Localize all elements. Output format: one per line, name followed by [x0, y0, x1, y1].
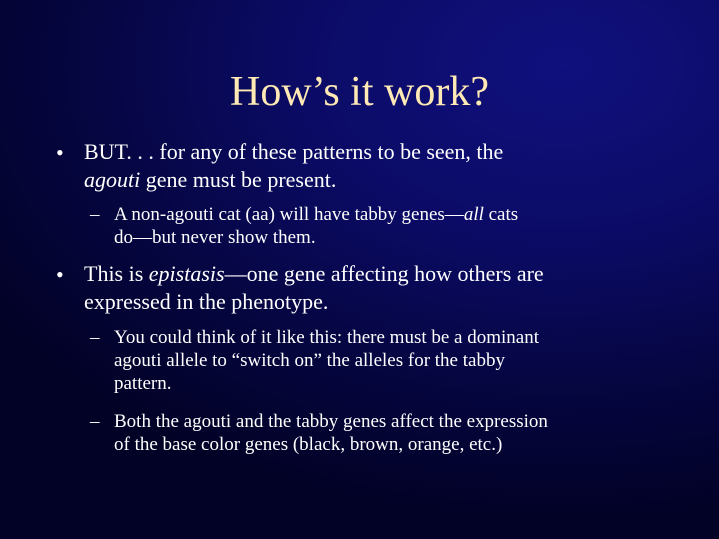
sub-bullet-marker: –	[90, 204, 100, 225]
bullet-2-text	[84, 260, 684, 316]
sub-bullet-2-2-text	[114, 410, 674, 456]
bullet-marker: •	[56, 262, 64, 287]
bullet-2-line-1	[84, 260, 684, 288]
sub-bullet-2-1-line-3: pattern.	[114, 373, 172, 394]
bullet-marker: •	[56, 140, 64, 165]
sub-bullet-2-1-line-2: agouti allele to “switch on” the alleles for the tabby	[114, 350, 505, 371]
sub-bullet-1-1-line-2: do—but never show them.	[114, 227, 316, 248]
bullet-1-line-2	[84, 166, 684, 194]
sub-bullet-1-1-text	[114, 203, 674, 249]
sub-bullet-2-1-line-1: You could think of it like this: there must be a dominant	[114, 327, 540, 348]
bullet-1-text	[84, 138, 684, 194]
sub-bullet-marker: –	[90, 327, 100, 348]
sub-bullet-2-2-line-1: Both the agouti and the tabby genes affect the expression	[114, 411, 548, 432]
italic-term-epistasis: epistasis	[148, 261, 225, 286]
bullet-1-line-1: BUT. . . for any of these patterns to be seen, the	[84, 139, 504, 164]
sub-bullet-1-1-line-1-a: A non-agouti cat (aa) will have tabby genes—	[114, 204, 464, 225]
sub-bullet-1-1-line-1	[114, 203, 674, 226]
bullet-2-line-1-a: This is	[84, 261, 149, 286]
sub-bullet-1-1-line-1-b: cats	[483, 204, 519, 225]
slide-title: How’s it work?	[230, 69, 489, 115]
bullet-2-line-2: expressed in the phenotype.	[84, 289, 329, 314]
bullet-2-line-1-b: —one gene affecting how others are	[224, 261, 544, 286]
sub-bullet-2-1-text	[114, 326, 674, 395]
bullet-1-line-2-rest: gene must be present.	[140, 167, 337, 192]
italic-term-all: all	[463, 204, 484, 225]
italic-term-agouti: agouti	[84, 167, 141, 192]
sub-bullet-2-2-line-2: of the base color genes (black, brown, orange, etc.)	[114, 434, 503, 455]
sub-bullet-marker: –	[90, 411, 100, 432]
